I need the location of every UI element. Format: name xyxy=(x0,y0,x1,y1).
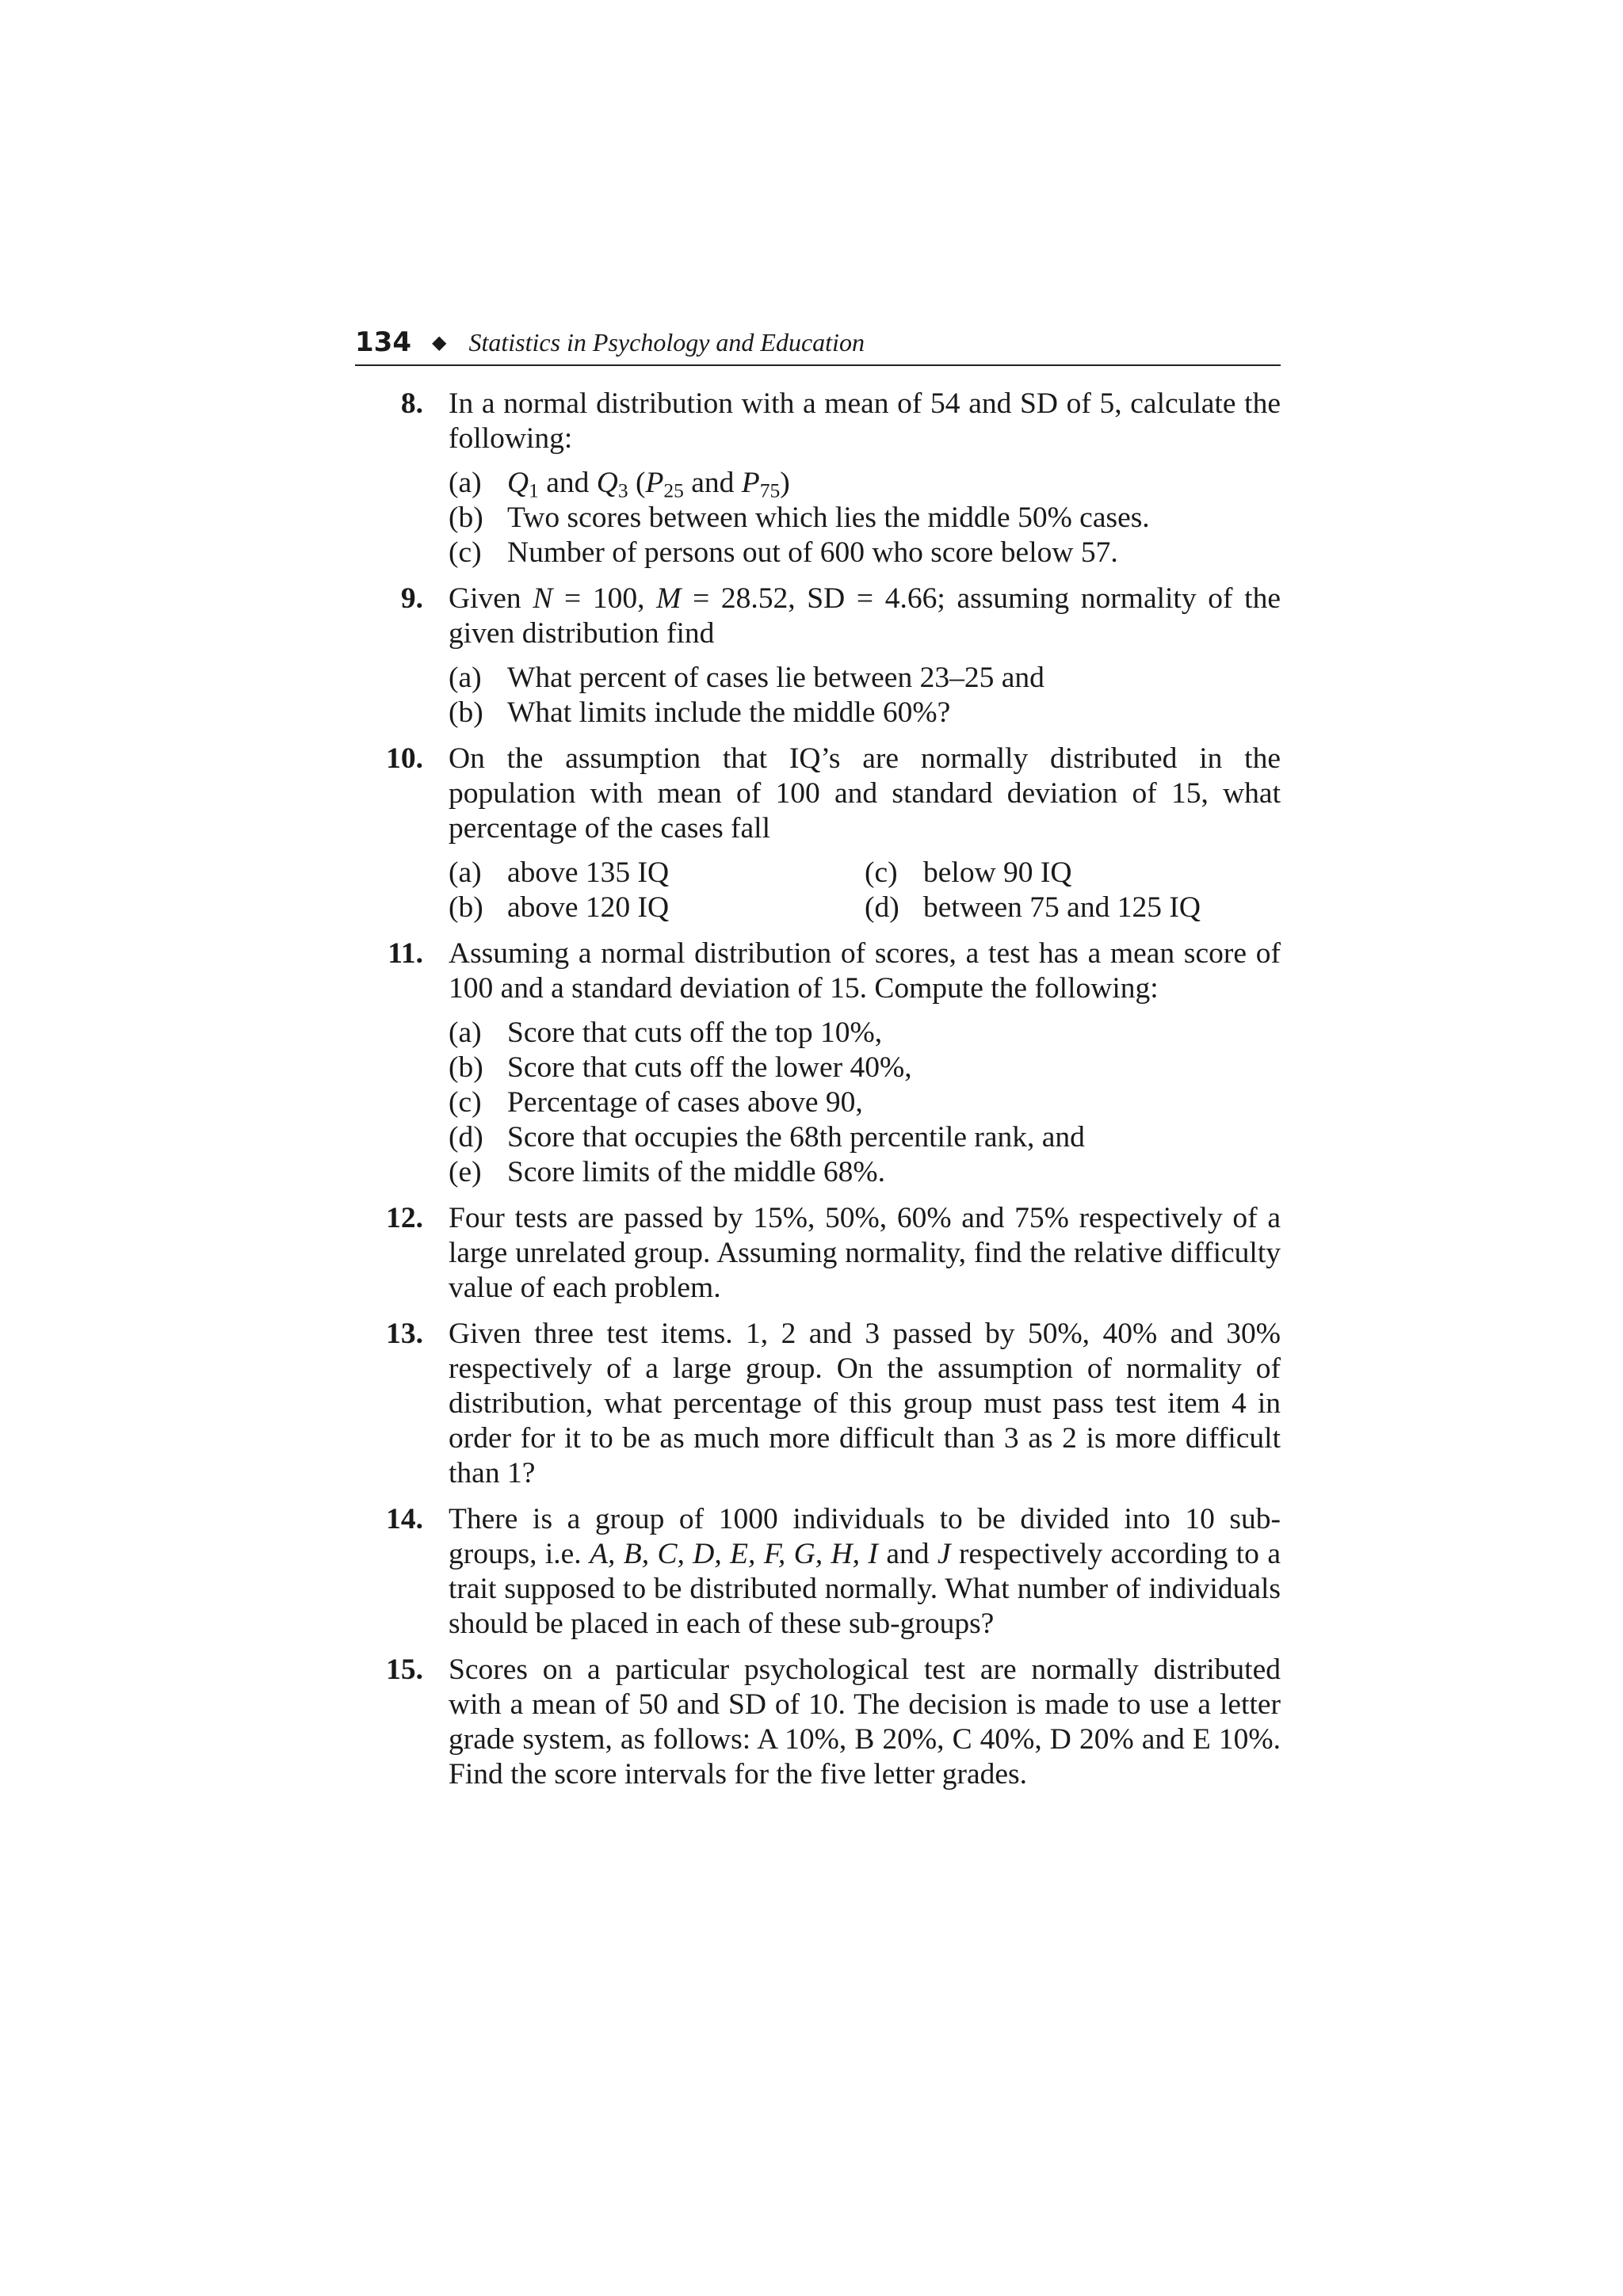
subpart-b xyxy=(449,501,1281,536)
problem-text: Given N = 100, M = 28.52, SD = 4.66; assuming normality of the given distribution find xyxy=(449,582,1281,650)
subpart-a xyxy=(449,466,1281,501)
problem-number: 8. xyxy=(400,387,423,420)
subpart-b xyxy=(449,696,1281,730)
subparts xyxy=(449,856,1281,925)
problem-text: In a normal distribution with a mean of 54 and SD of 5, calculate the following: xyxy=(449,387,1281,455)
subpart-text: Two scores between which lies the middle 50% cases. xyxy=(507,502,1150,534)
problem-text: Assuming a normal distribution of scores, a test has a mean score of 100 and a standard deviation of 15. Compute the following: xyxy=(449,937,1281,1005)
subpart-label: (b) xyxy=(449,502,483,534)
problem-text: There is a group of 1000 individuals to be divided into 10 sub-groups, i.e. A, B, C, D, E, F, G, H, I and J respectively according to a trait supposed to be distributed normally. What number of individuals should be placed in each of these sub-groups? xyxy=(449,1503,1281,1640)
subpart-b xyxy=(449,891,865,925)
subpart-label: (c) xyxy=(865,856,898,889)
subparts xyxy=(449,1016,1281,1190)
problem-number: 9. xyxy=(400,582,423,615)
subpart-label: (b) xyxy=(449,1051,483,1084)
subpart-text: What percent of cases lie between 23–25 and xyxy=(507,662,1044,694)
subpart-text: Score that cuts off the lower 40%, xyxy=(507,1051,912,1084)
subpart-label: (d) xyxy=(449,1121,483,1154)
diamond-icon: ◆ xyxy=(431,332,447,353)
subpart-label: (a) xyxy=(449,856,482,889)
subpart-text: between 75 and 125 IQ xyxy=(923,891,1201,924)
problem-number: 12. xyxy=(386,1202,423,1234)
subpart-text: $Q_1$ and $Q_3$ ($P_{25}$ and $P_{75}$) xyxy=(507,467,790,502)
problem-number: 15. xyxy=(386,1653,423,1686)
page-number: 134 xyxy=(355,326,411,358)
subpart-text: What limits include the middle 60%? xyxy=(507,696,951,729)
subpart-c xyxy=(449,1085,1281,1120)
problem-text: Scores on a particular psychological test are normally distributed with a mean of 50 and SD of 10. The decision is made to use a letter grade system, as follows: A 10%, B 20%, C 40%, D 20% and E 10%. Find the score intervals for the five letter grades. xyxy=(449,1653,1281,1791)
subpart-a xyxy=(449,856,865,891)
subpart-b xyxy=(449,1051,1281,1085)
problem-text: Given three test items. 1, 2 and 3 passed by 50%, 40% and 30% respectively of a large group. On the assumption of normality of distribution, what percentage of this group must pass test item 4 in order for it to be as much more difficult than 3 as 2 is more difficult than 1? xyxy=(449,1318,1281,1489)
problem-12 xyxy=(355,1201,1281,1306)
subpart-text: Score that occupies the 68th percentile rank, and xyxy=(507,1121,1085,1154)
problem-15 xyxy=(355,1653,1281,1792)
problem-9 xyxy=(355,582,1281,730)
subparts xyxy=(449,661,1281,730)
problem-8 xyxy=(355,387,1281,570)
subparts xyxy=(449,466,1281,570)
subpart-text: Number of persons out of 600 who score below 57. xyxy=(507,536,1118,569)
subpart-label: (a) xyxy=(449,1016,482,1049)
problem-number: 10. xyxy=(386,742,423,775)
subpart-d xyxy=(865,891,1281,925)
subpart-label: (c) xyxy=(449,1086,482,1119)
problem-text: On the assumption that IQ’s are normally distributed in the population with mean of 100 and standard deviation of 15, what percentage of the cases fall xyxy=(449,742,1281,845)
subpart-text: Score limits of the middle 68%. xyxy=(507,1156,886,1188)
running-title: Statistics in Psychology and Education xyxy=(468,327,865,357)
subpart-label: (a) xyxy=(449,467,482,499)
problem-number: 14. xyxy=(386,1503,423,1535)
subpart-label: (d) xyxy=(865,891,899,924)
subpart-a xyxy=(449,661,1281,696)
subpart-text: Score that cuts off the top 10%, xyxy=(507,1016,883,1049)
subpart-c xyxy=(449,536,1281,570)
subpart-text: Percentage of cases above 90, xyxy=(507,1086,863,1119)
problem-10 xyxy=(355,742,1281,925)
problem-number: 11. xyxy=(388,937,423,970)
subpart-text: above 120 IQ xyxy=(507,891,670,924)
subpart-e xyxy=(449,1155,1281,1190)
problem-number: 13. xyxy=(386,1318,423,1350)
running-header xyxy=(355,320,1281,366)
subpart-label: (b) xyxy=(449,696,483,729)
subpart-c xyxy=(865,856,1281,891)
problem-13 xyxy=(355,1317,1281,1491)
subpart-d xyxy=(449,1120,1281,1155)
subpart-label: (c) xyxy=(449,536,482,569)
subpart-text: below 90 IQ xyxy=(923,856,1072,889)
subpart-a xyxy=(449,1016,1281,1051)
exercise-list xyxy=(355,387,1281,1803)
problem-text: Four tests are passed by 15%, 50%, 60% and 75% respectively of a large unrelated group. Assuming normality, find the relative difficulty value of each problem. xyxy=(449,1202,1281,1304)
subpart-label: (b) xyxy=(449,891,483,924)
problem-11 xyxy=(355,936,1281,1190)
subpart-text: above 135 IQ xyxy=(507,856,670,889)
subpart-label: (a) xyxy=(449,662,482,694)
subpart-label: (e) xyxy=(449,1156,482,1188)
problem-14 xyxy=(355,1502,1281,1642)
